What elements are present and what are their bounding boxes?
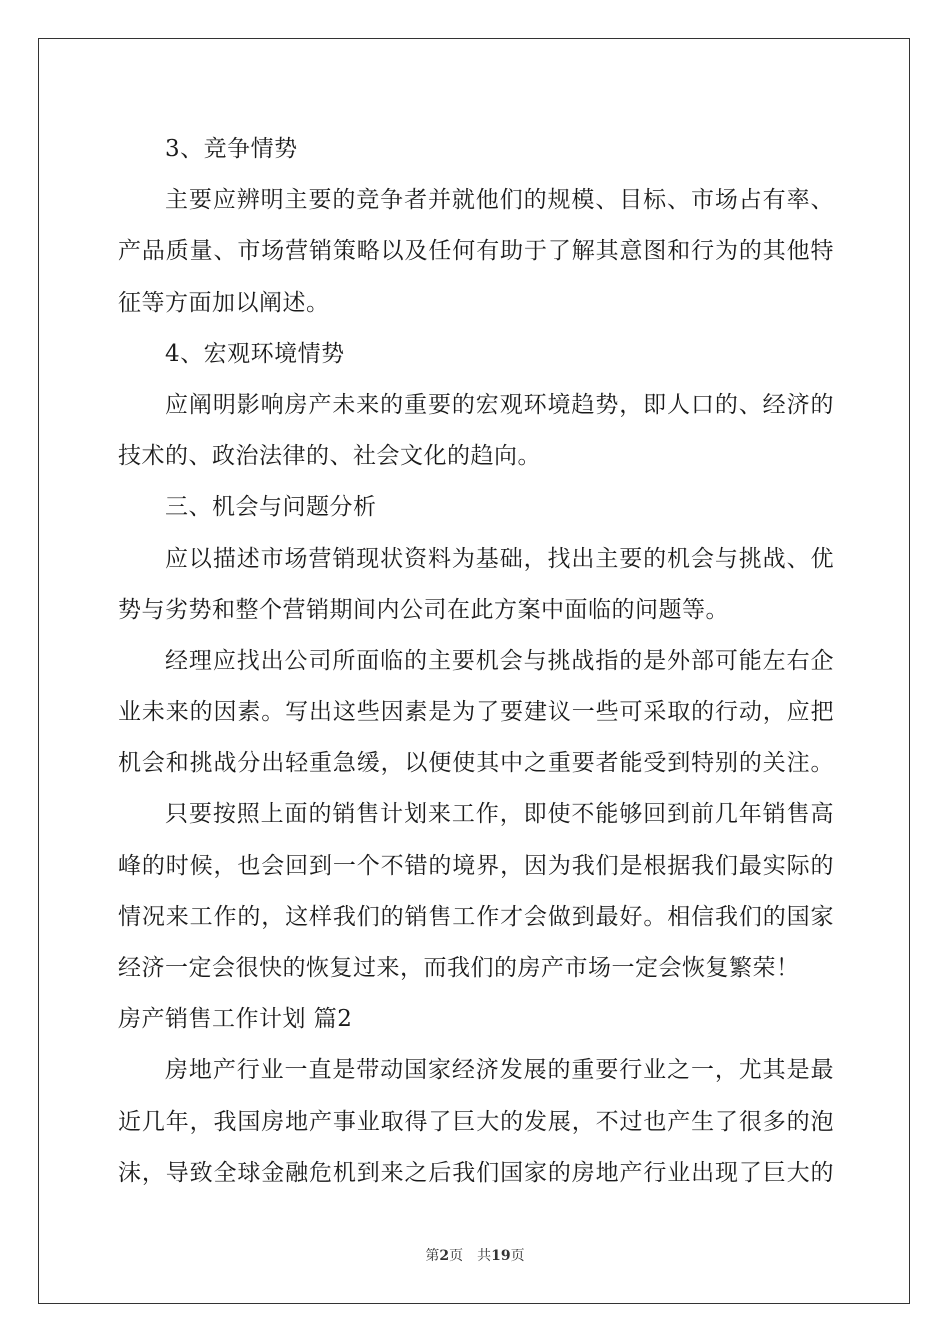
body-text-line: 势与劣势和整个营销期间内公司在此方案中面临的问题等。 — [118, 596, 729, 623]
body-text-line: 应以描述市场营销现状资料为基础，找出主要的机会与挑战、优 — [165, 545, 834, 572]
footer-page-number: 2 — [439, 1248, 450, 1264]
body-text-line: 房产销售工作计划 篇2 — [118, 1006, 353, 1033]
footer-page-prefix: 第 — [425, 1248, 440, 1264]
body-text-line: 只要按照上面的销售计划来工作，即使不能够回到前几年销售高 — [165, 801, 834, 828]
footer-page-suffix: 页 — [449, 1248, 464, 1264]
body-text-line: 峰的时候，也会回到一个不错的境界，因为我们是根据我们最实际的 — [118, 852, 834, 879]
body-text-line: 4、宏观环境情势 — [165, 340, 345, 367]
footer-total-suffix: 页 — [510, 1248, 525, 1264]
body-text-line: 主要应辨明主要的竞争者并就他们的规模、目标、市场占有率、 — [165, 187, 834, 214]
footer-total-pages: 19 — [491, 1248, 511, 1264]
body-text-line: 经理应找出公司所面临的主要机会与挑战指的是外部可能左右企 — [165, 647, 834, 674]
body-text-line: 近几年，我国房地产事业取得了巨大的发展，不过也产生了很多的泡 — [118, 1108, 834, 1135]
body-text-line: 应阐明影响房产未来的重要的宏观环境趋势，即人口的、经济的 — [165, 391, 834, 418]
body-text-line: 技术的、政治法律的、社会文化的趋向。 — [118, 443, 541, 470]
document-body — [118, 124, 834, 1199]
body-text-line: 沫，导致全球金融危机到来之后我们国家的房地产行业出现了巨大的 — [118, 1159, 834, 1186]
body-text-line: 征等方面加以阐述。 — [118, 289, 330, 316]
body-text-line: 产品质量、市场营销策略以及任何有助于了解其意图和行为的其他特 — [118, 238, 834, 265]
body-text-line: 房地产行业一直是带动国家经济发展的重要行业之一，尤其是最 — [165, 1057, 834, 1084]
body-text-line: 三、机会与问题分析 — [165, 494, 377, 521]
page-footer — [0, 1245, 950, 1265]
body-text-line: 情况来工作的，这样我们的销售工作才会做到最好。相信我们的国家 — [118, 903, 834, 930]
body-text-line: 3、竞争情势 — [165, 136, 298, 162]
body-text-line: 机会和挑战分出轻重急缓，以便使其中之重要者能受到特别的关注。 — [118, 750, 834, 777]
footer-total-prefix: 共 — [477, 1248, 492, 1264]
body-text-line: 经济一定会很快的恢复过来，而我们的房产市场一定会恢复繁荣！ — [118, 955, 800, 981]
body-text-line: 业未来的因素。写出这些因素是为了要建议一些可采取的行动，应把 — [118, 699, 834, 726]
